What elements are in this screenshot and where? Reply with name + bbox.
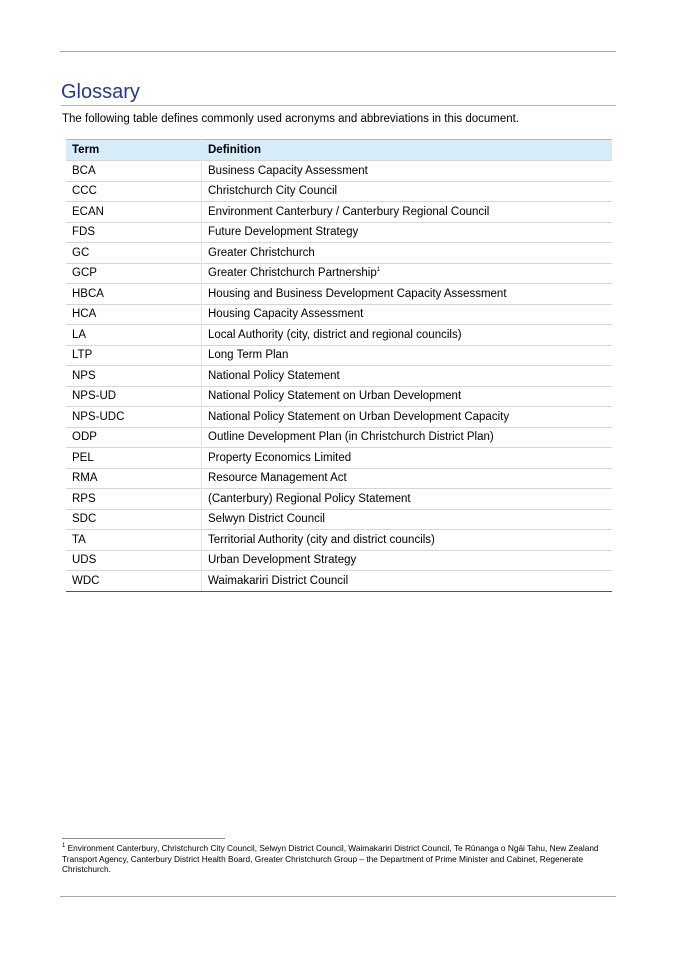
definition-cell — [202, 530, 613, 551]
table-row — [66, 181, 612, 202]
definition-cell — [202, 161, 613, 182]
definition-cell — [202, 181, 613, 202]
term-cell: ODP — [66, 427, 202, 448]
definition-cell — [202, 222, 613, 243]
definition-cell — [202, 468, 613, 489]
definition-text: Local Authority (city, district and regional councils) — [208, 328, 462, 341]
term-cell: UDS — [66, 550, 202, 571]
term-cell: NPS — [66, 366, 202, 387]
definition-cell — [202, 345, 613, 366]
table-row — [66, 366, 612, 387]
term-cell: CCC — [66, 181, 202, 202]
definition-text: Business Capacity Assessment — [208, 164, 368, 177]
term-cell: RPS — [66, 489, 202, 510]
table-row — [66, 468, 612, 489]
definition-cell — [202, 243, 613, 264]
term-cell: GC — [66, 243, 202, 264]
term-cell: FDS — [66, 222, 202, 243]
definition-cell — [202, 386, 613, 407]
term-cell: LA — [66, 325, 202, 346]
definition-text: Environment Canterbury / Canterbury Regional Council — [208, 205, 490, 218]
header-rule — [60, 51, 616, 52]
footnote-separator — [62, 838, 225, 839]
definition-text: National Policy Statement on Urban Development — [208, 390, 462, 403]
definition-cell — [202, 427, 613, 448]
footnote-marker: 1 — [62, 843, 66, 850]
definition-text: Selwyn District Council — [208, 513, 325, 526]
table-row — [66, 427, 612, 448]
term-cell: HBCA — [66, 284, 202, 305]
definition-text: Future Development Strategy — [208, 226, 359, 239]
definition-column-header: Definition — [202, 140, 613, 161]
term-cell: NPS-UDC — [66, 407, 202, 428]
term-cell: PEL — [66, 448, 202, 469]
definition-text: National Policy Statement — [208, 369, 340, 382]
definition-cell — [202, 284, 613, 305]
definition-cell — [202, 509, 613, 530]
glossary-table — [66, 139, 612, 592]
term-cell: SDC — [66, 509, 202, 530]
term-cell: NPS-UD — [66, 386, 202, 407]
table-row — [66, 407, 612, 428]
table-row — [66, 202, 612, 223]
term-cell: BCA — [66, 161, 202, 182]
definition-cell — [202, 489, 613, 510]
table-row — [66, 161, 612, 182]
term-cell: HCA — [66, 304, 202, 325]
intro-paragraph: The following table defines commonly used acronyms and abbreviations in this document. — [62, 113, 520, 125]
definition-cell — [202, 571, 613, 592]
definition-cell — [202, 550, 613, 571]
footnote-text: Environment Canterbury, Christchurch City Council, Selwyn District Council, Waimakariri District Council, Te Rūnanga o Ngāi Tahu, New Zealand Transport Agency, Canterbury District Health Board, Greater Christchurch Group – the Department of Prime Minister and Cabinet, Regenerate Christchurch. — [62, 843, 599, 874]
term-cell: TA — [66, 530, 202, 551]
table-row — [66, 386, 612, 407]
term-column-header: Term — [66, 140, 202, 161]
term-cell: ECAN — [66, 202, 202, 223]
definition-text: Urban Development Strategy — [208, 554, 357, 567]
table-row — [66, 489, 612, 510]
definition-cell — [202, 304, 613, 325]
definition-text: Outline Development Plan (in Christchurch District Plan) — [208, 431, 494, 444]
table-row — [66, 304, 612, 325]
definition-cell — [202, 202, 613, 223]
definition-cell — [202, 407, 613, 428]
footer-rule — [60, 896, 616, 897]
definition-text: Greater Christchurch Partnership — [208, 267, 377, 280]
table-row — [66, 509, 612, 530]
glossary-table-body — [66, 161, 612, 592]
term-cell: GCP — [66, 263, 202, 284]
definition-cell — [202, 263, 613, 284]
definition-text: (Canterbury) Regional Policy Statement — [208, 492, 411, 505]
footnote-reference: 1 — [376, 267, 381, 274]
term-cell: LTP — [66, 345, 202, 366]
definition-text: Resource Management Act — [208, 472, 347, 485]
definition-text: Housing Capacity Assessment — [208, 308, 364, 321]
footnote — [62, 843, 616, 875]
definition-text: Christchurch City Council — [208, 185, 338, 198]
definition-text: Long Term Plan — [208, 349, 289, 362]
table-row — [66, 263, 612, 284]
table-row — [66, 550, 612, 571]
term-cell: RMA — [66, 468, 202, 489]
table-row — [66, 325, 612, 346]
term-cell: WDC — [66, 571, 202, 592]
table-row — [66, 243, 612, 264]
table-row — [66, 284, 612, 305]
definition-text: Territorial Authority (city and district councils) — [208, 533, 435, 546]
table-row — [66, 571, 612, 592]
definition-cell — [202, 366, 613, 387]
table-row — [66, 345, 612, 366]
table-row — [66, 530, 612, 551]
definition-text: National Policy Statement on Urban Development Capacity — [208, 410, 510, 423]
definition-text: Housing and Business Development Capacity Assessment — [208, 287, 507, 300]
definition-text: Greater Christchurch — [208, 246, 315, 259]
definition-cell — [202, 448, 613, 469]
definition-text: Waimakariri District Council — [208, 574, 349, 587]
definition-cell — [202, 325, 613, 346]
table-row — [66, 448, 612, 469]
page-title: Glossary — [61, 80, 616, 106]
table-header-row — [66, 140, 612, 161]
definition-text: Property Economics Limited — [208, 451, 352, 464]
table-row — [66, 222, 612, 243]
